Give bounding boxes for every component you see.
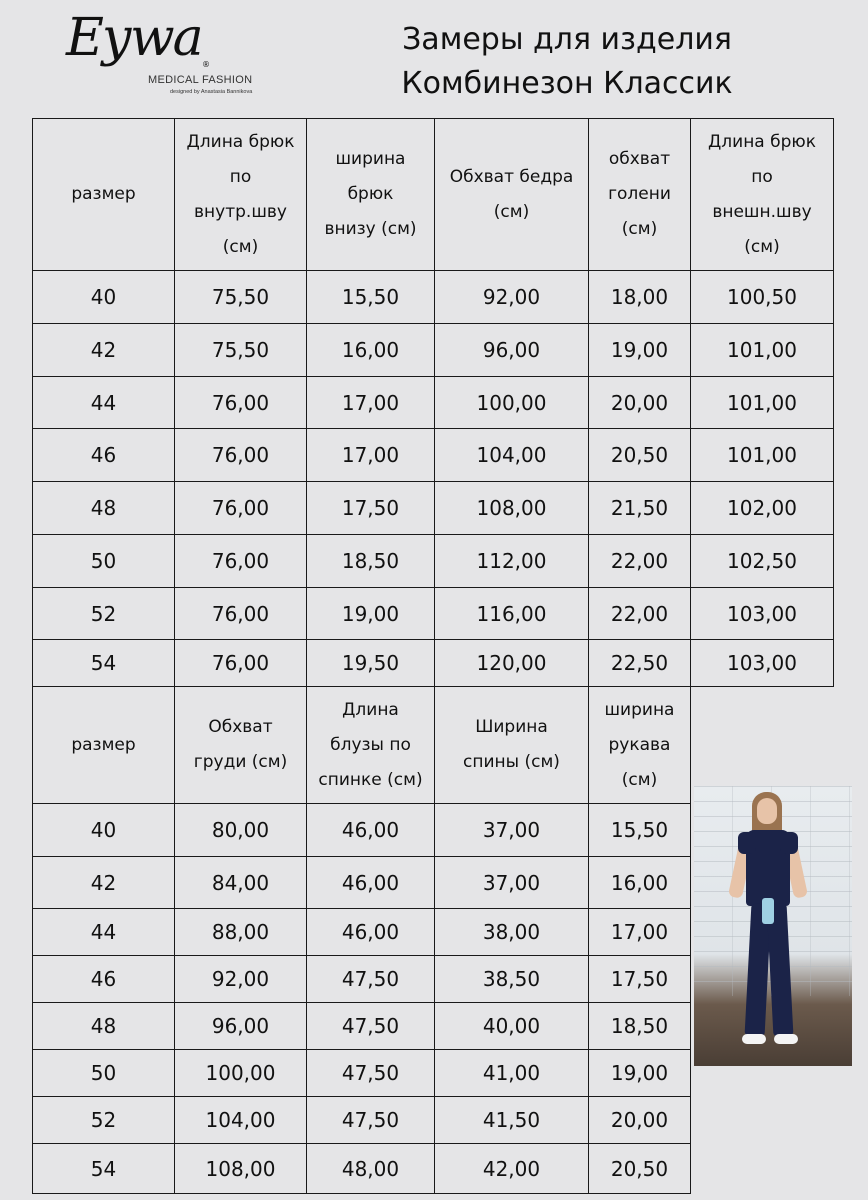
header-line: по [229,166,252,187]
measurement-cell: 76,00 [175,377,307,429]
model-face [757,798,777,824]
measurement-cell: 18,50 [589,1003,691,1050]
measurement-cell: 19,00 [589,324,691,377]
measurement-cell: 47,50 [307,1097,435,1144]
measurement-cell: 47,50 [307,1050,435,1097]
table-row [33,1097,834,1144]
measurement-cell: 17,00 [307,429,435,482]
table-row [33,271,834,324]
header-line: блузы по [330,734,411,755]
size-cell: 48 [33,1003,175,1050]
logo-script: Eуwa [66,8,202,68]
trousers-size-table [32,118,834,687]
header-line: Длина [342,699,399,720]
measurement-cell: 37,00 [435,804,589,857]
measurement-cell: 18,50 [307,535,435,588]
header-line: (см) [744,236,780,257]
measurement-cell: 18,00 [589,271,691,324]
size-cell: 52 [33,588,175,640]
measurement-cell: 16,00 [307,324,435,377]
size-cell: 54 [33,640,175,687]
model-photo [694,786,852,1066]
header-line: Длина брюк [708,131,816,152]
table-row [33,640,834,687]
measurement-cell: 19,00 [307,588,435,640]
measurement-cell: 100,00 [175,1050,307,1097]
header-line: Обхват [208,717,273,737]
measurement-cell: 38,50 [435,956,589,1003]
measurement-cell: 103,00 [691,588,834,640]
table-row [33,588,834,640]
header-line: (см) [222,236,259,257]
title-line-2: Комбинезон Классик [401,66,733,101]
title-line-1: Замеры для изделия [402,22,732,57]
table-row [33,1144,834,1194]
measurement-cell: 102,50 [691,535,834,588]
column-header [691,119,834,271]
column-header [435,119,589,271]
header-line: Длина брюк [186,131,295,152]
header-line: внизу (см) [324,219,417,239]
measurement-cell: 19,50 [307,640,435,687]
measurement-cell: 96,00 [435,324,589,377]
table-row [33,429,834,482]
measurement-cell: 38,00 [435,909,589,956]
header-line: голени [608,184,671,204]
measurement-cell: 41,50 [435,1097,589,1144]
measurement-cell: 104,00 [175,1097,307,1144]
measurement-cell: 46,00 [307,804,435,857]
logo-subtitle: MEDICAL FASHION [148,74,253,86]
column-header [33,687,175,804]
measurement-cell: 92,00 [435,271,589,324]
header-line: внутр.шву [194,201,287,222]
measurement-cell: 37,00 [435,857,589,909]
measurement-cell: 102,00 [691,482,834,535]
column-header [307,687,435,804]
measurement-cell: 20,50 [589,1144,691,1194]
measurement-cell: 88,00 [175,909,307,956]
size-cell: 42 [33,857,175,909]
measurement-cell: 41,00 [435,1050,589,1097]
photo-column-cell [691,1097,834,1144]
header-line: размер [71,734,136,755]
header-line: спинке (см) [318,769,423,790]
size-cell: 48 [33,482,175,535]
measurement-cell: 80,00 [175,804,307,857]
measurement-cell: 100,50 [691,271,834,324]
jumpsuit-sleeve-right [780,832,798,854]
measurement-cell: 76,00 [175,535,307,588]
measurement-cell: 20,00 [589,1097,691,1144]
measurement-cell: 92,00 [175,956,307,1003]
measurement-cell: 22,50 [589,640,691,687]
size-cell: 52 [33,1097,175,1144]
size-cell: 40 [33,804,175,857]
header-line: рукава [608,734,671,755]
measurement-cell: 16,00 [589,857,691,909]
header-line: (см) [621,769,658,790]
measurement-cell: 76,00 [175,640,307,687]
column-header [307,119,435,271]
waist-tie [762,898,774,924]
logo-registered-mark: ® [202,60,210,69]
header-line: ширина [604,699,675,720]
measurement-cell: 76,00 [175,429,307,482]
column-header [175,687,307,804]
size-cell: 50 [33,535,175,588]
measurement-cell: 112,00 [435,535,589,588]
column-header [33,119,175,271]
table-row [33,535,834,588]
measurement-cell: 48,00 [307,1144,435,1194]
size-cell: 44 [33,377,175,429]
sneaker-right [774,1034,798,1044]
header-line: размер [71,184,136,204]
column-header [175,119,307,271]
size-cell: 40 [33,271,175,324]
measurement-cell: 76,00 [175,482,307,535]
header-line: внешн.шву [712,201,812,222]
size-cell: 46 [33,956,175,1003]
measurement-cell: 21,50 [589,482,691,535]
measurement-cell: 120,00 [435,640,589,687]
measurement-cell: 17,00 [589,909,691,956]
jumpsuit-sleeve-left [738,832,756,854]
table-row [33,482,834,535]
measurement-cell: 76,00 [175,588,307,640]
logo-credit: designed by Anastasia Bannikova [170,89,253,95]
header-line: ширина [335,149,406,169]
table-row [33,377,834,429]
measurement-cell: 47,50 [307,1003,435,1050]
measurement-cell: 100,00 [435,377,589,429]
header-line: (см) [493,201,530,222]
header-line: спины (см) [463,752,560,772]
measurement-cell: 46,00 [307,857,435,909]
measurement-cell: 20,00 [589,377,691,429]
header-line: по [751,166,773,187]
size-cell: 50 [33,1050,175,1097]
measurement-cell: 75,50 [175,271,307,324]
table-header-row [33,119,834,271]
measurement-cell: 101,00 [691,377,834,429]
size-cell: 46 [33,429,175,482]
brand-logo [66,8,266,98]
measurement-cell: 22,00 [589,588,691,640]
measurement-cell: 108,00 [435,482,589,535]
photo-column-cell [691,1144,834,1194]
measurement-cell: 20,50 [589,429,691,482]
measurement-cell: 46,00 [307,909,435,956]
measurement-cell: 15,50 [589,804,691,857]
measurement-cell: 17,50 [589,956,691,1003]
measurement-cell: 19,00 [589,1050,691,1097]
measurement-cell: 108,00 [175,1144,307,1194]
column-header [589,119,691,271]
measurement-cell: 101,00 [691,429,834,482]
header-line: (см) [621,219,658,239]
table-row [33,324,834,377]
measurement-cell: 42,00 [435,1144,589,1194]
measurement-cell: 15,50 [307,271,435,324]
measurement-cell: 47,50 [307,956,435,1003]
measurement-cell: 75,50 [175,324,307,377]
column-header [589,687,691,804]
measurement-cell: 116,00 [435,588,589,640]
measurement-cell: 101,00 [691,324,834,377]
sneaker-left [742,1034,766,1044]
measurement-cell: 22,00 [589,535,691,588]
header-line: Обхват бедра [449,166,574,187]
measurement-cell: 104,00 [435,429,589,482]
measurement-cell: 40,00 [435,1003,589,1050]
measurement-cell: 17,50 [307,482,435,535]
header-line: брюк [347,184,394,204]
size-cell: 42 [33,324,175,377]
page-title [352,18,782,106]
header-line: обхват [608,149,671,169]
measurement-cell: 84,00 [175,857,307,909]
column-header [435,687,589,804]
measurement-cell: 17,00 [307,377,435,429]
header-line: Ширина [475,717,548,737]
size-cell: 54 [33,1144,175,1194]
header-line: груди (см) [193,752,288,772]
size-cell: 44 [33,909,175,956]
measurement-cell: 103,00 [691,640,834,687]
measurement-cell: 96,00 [175,1003,307,1050]
